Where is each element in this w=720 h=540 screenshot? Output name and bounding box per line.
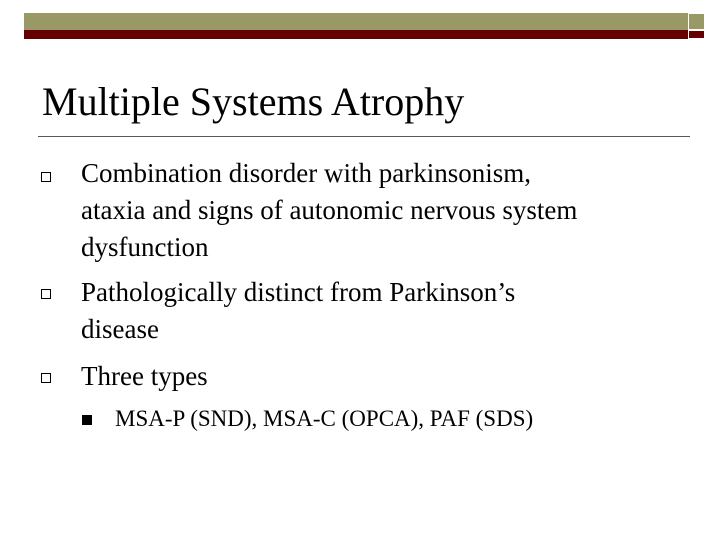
top-decor-corner-box-lower [688, 30, 705, 39]
bullet-line: Combination disorder with parkinsonism, [81, 158, 531, 188]
hollow-square-bullet-icon [41, 289, 51, 299]
title-rule [38, 136, 690, 137]
bullet-line: Pathologically distinct from Parkinson’s [81, 277, 516, 307]
bullet-line: dysfunction [81, 232, 209, 262]
bullet-line: Three types [81, 361, 208, 391]
top-decor-bar-red [24, 30, 688, 39]
filled-square-sub-bullet-icon [82, 415, 92, 425]
slide-title: Multiple Systems Atrophy [42, 79, 465, 124]
hollow-square-bullet-icon [41, 172, 51, 182]
bullet-line: disease [81, 314, 159, 344]
bullet-line: ataxia and signs of autonomic nervous system [81, 195, 578, 225]
hollow-square-bullet-icon [41, 373, 51, 383]
sub-bullet-line: MSA-P (SND), MSA-C (OPCA), PAF (SDS) [115, 406, 534, 431]
top-decor-bar-olive [24, 13, 688, 30]
top-decor-corner-box [688, 13, 705, 30]
